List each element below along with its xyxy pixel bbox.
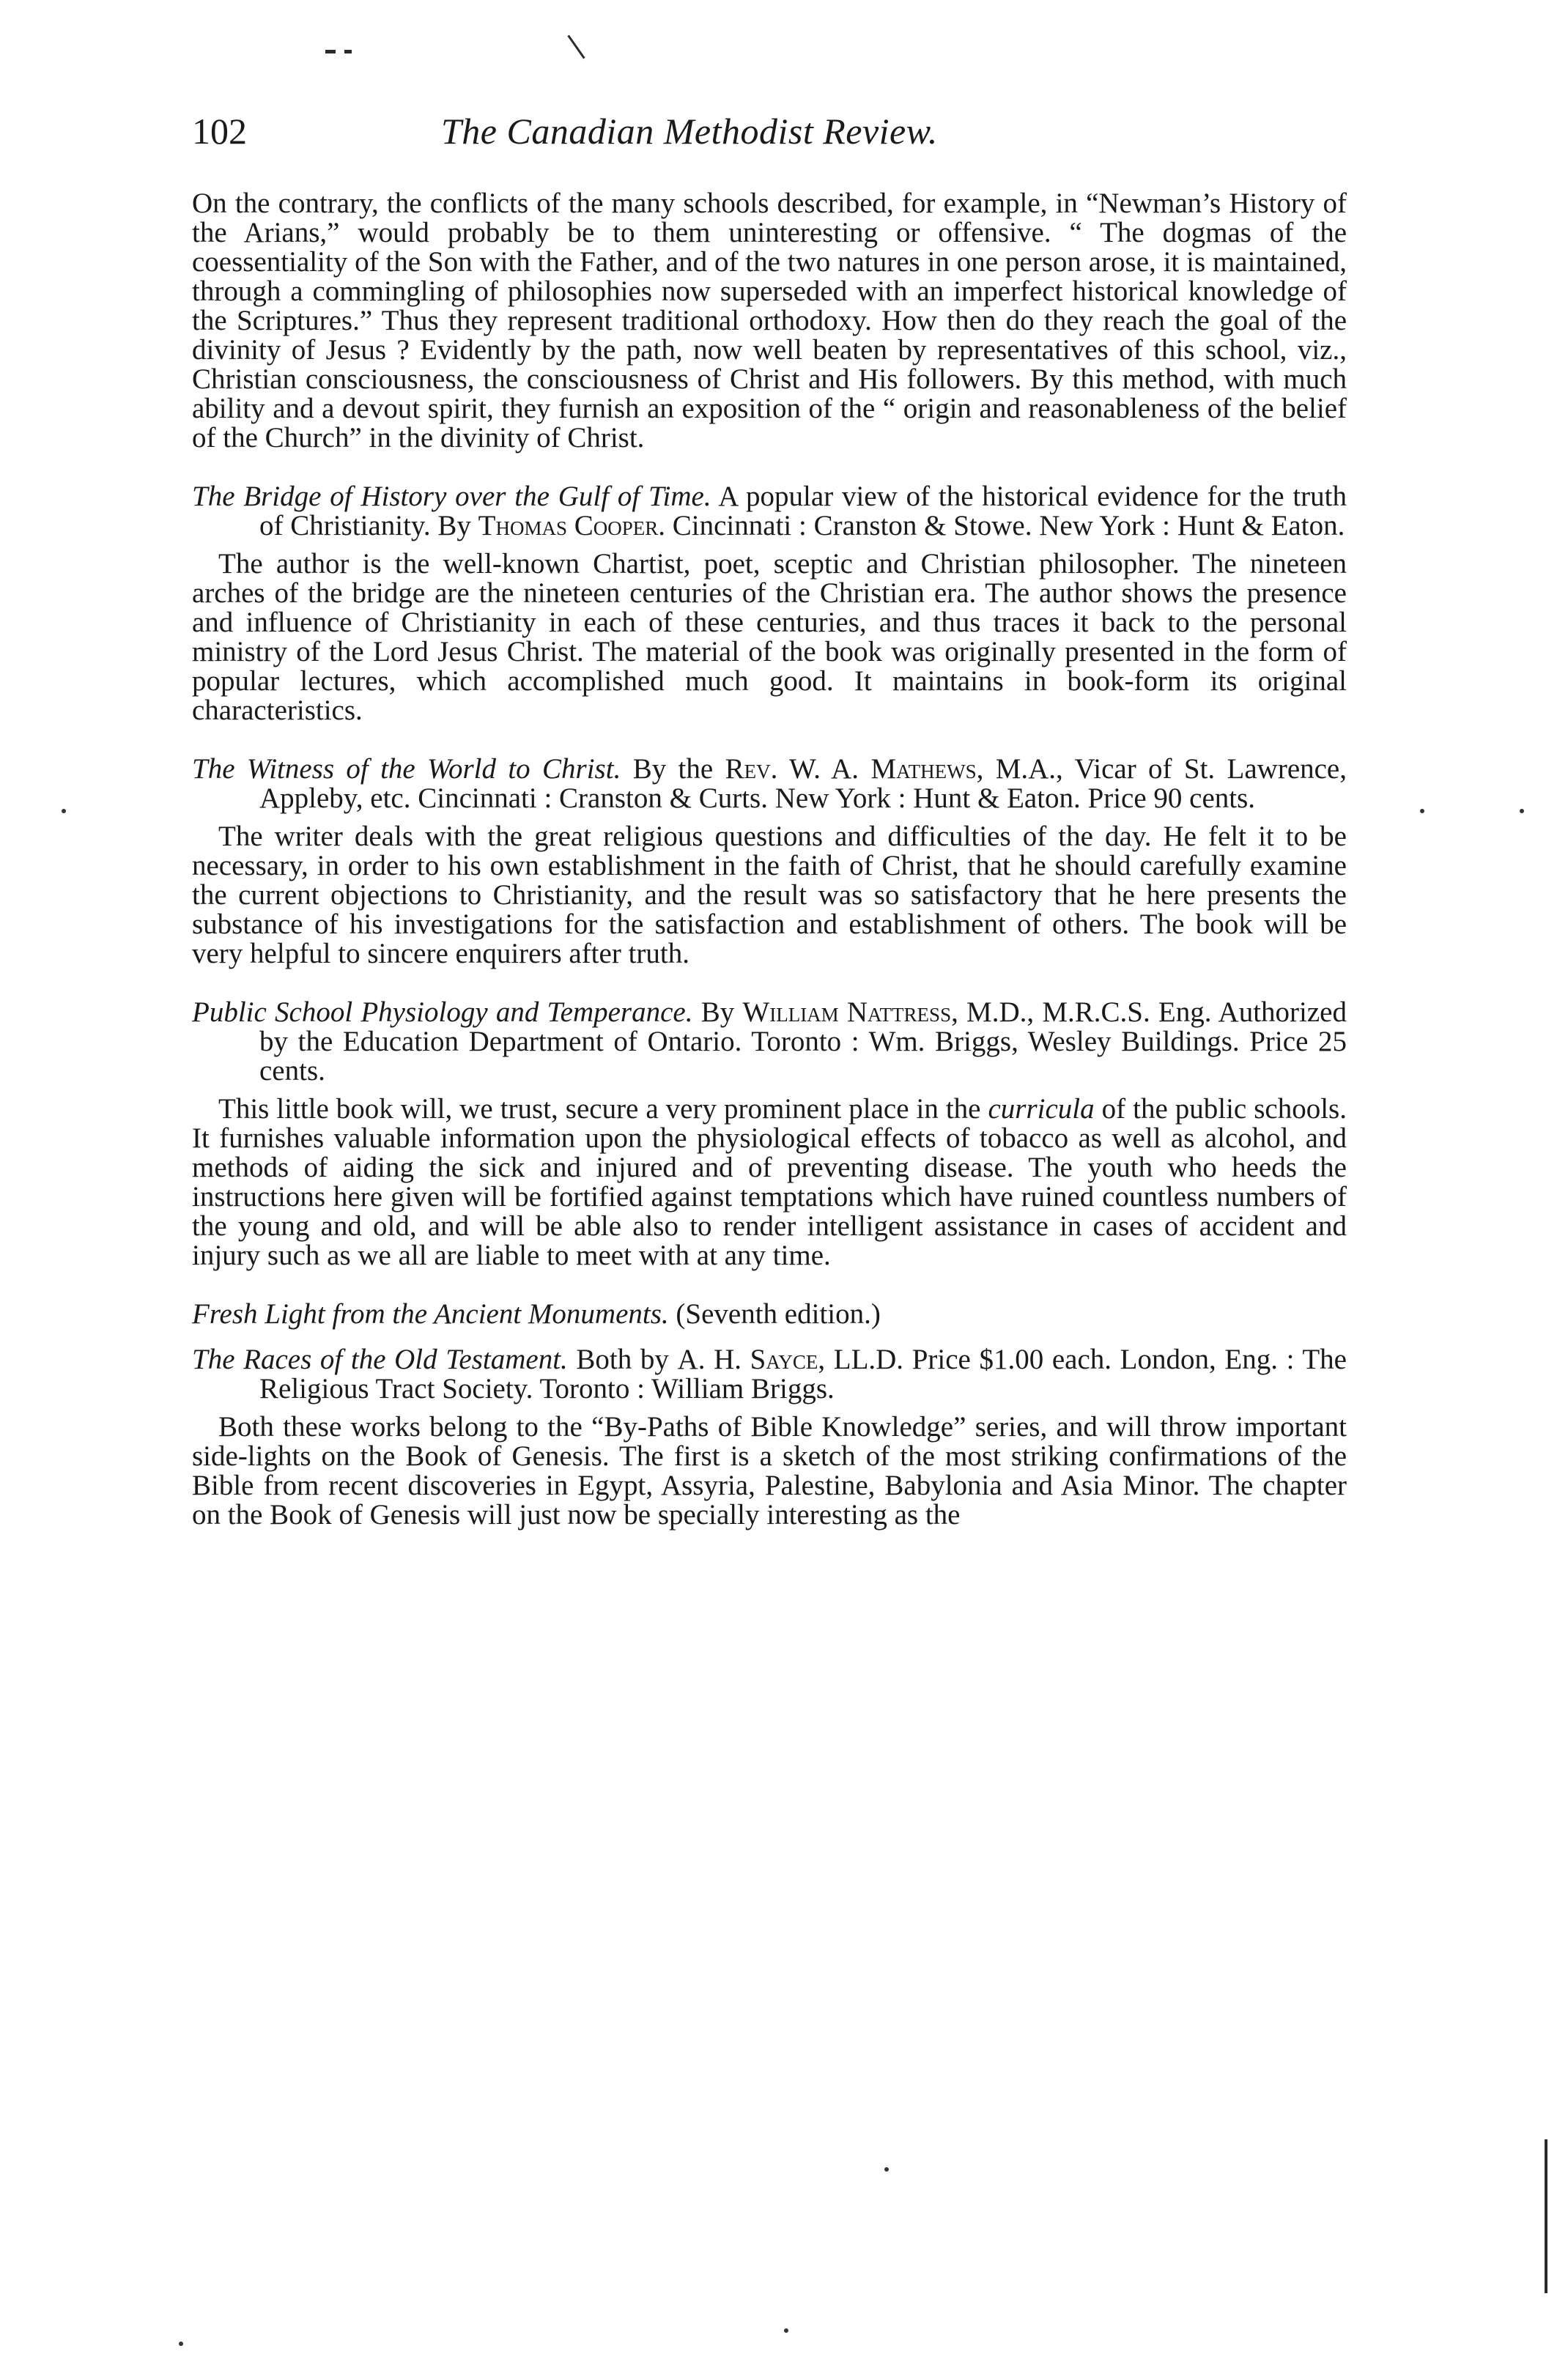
edition-note: (Seventh edition.) — [668, 1298, 881, 1330]
book-title: The Witness of the World to Christ. — [192, 753, 621, 785]
scan-dot-6 — [784, 2328, 788, 2333]
scan-mark-top-2 — [344, 50, 352, 53]
book-review-text: Both these works belong to the “By-Paths of Bible Knowledge” series, and will throw important side-lights on the Book of Genesis. The first is a sketch of the most striking confirmations of the Bible from recent discoveries in Egypt, Assyria, Palestine, Babylonia and Asia Minor. The chapter on the Book of Genesis will just now be specially interesting as the — [192, 1411, 1347, 1531]
book-details: By — [700, 996, 743, 1028]
book-title: Public School Physiology and Temperance. — [192, 996, 693, 1028]
book-details: By the — [632, 753, 725, 785]
book-publisher: M.D., M.R.C.S. Eng. Authorized by the Education Department of Ontario. Toronto : Wm. Briggs, Wesley Buildings. Price 25 cents. — [259, 996, 1347, 1087]
journal-title: The Canadian Methodist Review. — [441, 111, 938, 152]
book-publisher: M.A., Vicar of St. Lawrence, Appleby, etc. Cincinnati : Cranston & Curts. New York : Hunt & Eaton. Price 90 cents. — [259, 753, 1347, 814]
scan-dot-5 — [179, 2342, 183, 2346]
scan-dot-4 — [884, 2167, 889, 2172]
book-entry — [192, 755, 1347, 813]
book-entry — [192, 1345, 1347, 1404]
review-text-italic: curricula — [988, 1093, 1095, 1125]
scan-dot-2 — [1520, 809, 1524, 813]
book-title: The Races of the Old Testament. — [192, 1344, 568, 1375]
book-title: The Bridge of History over the Gulf of Time. — [192, 481, 711, 512]
article-body — [192, 189, 1347, 1530]
book-entry — [192, 998, 1347, 1086]
book-title: Fresh Light from the Ancient Monuments. — [192, 1298, 669, 1330]
book-entry — [192, 1300, 1347, 1329]
book-details: Both by — [567, 1344, 678, 1375]
running-header — [192, 110, 1347, 161]
book-details: A popular view of the historical evidence for the truth of Christianity. By — [259, 481, 1347, 541]
book-review-text: The writer deals with the great religious questions and difficulties of the day. He felt it to be necessary, in order to his own establishment in the faith of Christ, that he should carefully examine the current objections to Christianity, and the result was so satisfactory that he here presents the substance of his investigations for the satisfaction and establishment of others. The book will be very helpful to sincere enquirers after truth. — [192, 821, 1347, 969]
book-author: William Nattress, — [742, 996, 958, 1028]
book-publisher: Cincinnati : Cranston & Stowe. New York : Hunt & Eaton. — [665, 510, 1345, 541]
scan-mark-slash — [567, 35, 585, 59]
book-review-text — [192, 1095, 1347, 1270]
scan-mark-right-edge — [1545, 2139, 1547, 2293]
book-author: A. H. Sayce, — [677, 1344, 826, 1375]
scan-mark-top — [325, 50, 336, 53]
book-entry — [192, 482, 1347, 541]
review-text-start: This little book will, we trust, secure a very prominent place in the — [218, 1093, 988, 1125]
scan-dot-3 — [1420, 809, 1424, 813]
review-text-end: of the public schools. It furnishes valuable information upon the physiological effects of tobacco as well as alcohol, and methods of aiding the sick and injured and of preventing disease. The youth who heeds the instructions here given will be fortified against temptations which have ruined countless numbers of the young and old, and will be able also to render intelligent assistance in cases of accident and injury such as we all are liable to meet with at any time. — [192, 1093, 1347, 1271]
book-author: Thomas Cooper. — [478, 510, 666, 541]
book-publisher: LL.D. Price $1.00 each. London, Eng. : The Religious Tract Society. Toronto : William Briggs. — [259, 1344, 1347, 1404]
page — [192, 110, 1347, 1530]
page-number: 102 — [192, 111, 247, 152]
intro-paragraph: On the contrary, the conflicts of the many schools described, for example, in “Newman’s History of the Arians,” would probably be to them uninteresting or offensive. “ The dogmas of the coessentiality of the Son with the Father, and of the two natures in one person arose, it is maintained, through a commingling of philosophies now superseded with an imperfect historical knowledge of the Scriptures.” Thus they represent traditional orthodoxy. How then do they reach the goal of the divinity of Jesus ? Evidently by the path, now well beaten by representatives of this school, viz., Christian consciousness, the consciousness of Christ and His followers. By this method, with much ability and a devout spirit, they furnish an exposition of the “ origin and reasonableness of the belief of the Church” in the divinity of Christ. — [192, 188, 1347, 454]
book-author: Rev. W. A. Mathews, — [725, 753, 984, 785]
book-review-text: The author is the well-known Chartist, poet, sceptic and Christian philosopher. The nineteen arches of the bridge are the nineteen centuries of the Christian era. The author shows the presence and influence of Christianity in each of these centuries, and thus traces it back to the personal ministry of the Lord Jesus Christ. The material of the book was originally presented in the form of popular lectures, which accomplished much good. It maintains in book-form its original characteristics. — [192, 548, 1347, 726]
scan-dot-1 — [62, 809, 66, 813]
